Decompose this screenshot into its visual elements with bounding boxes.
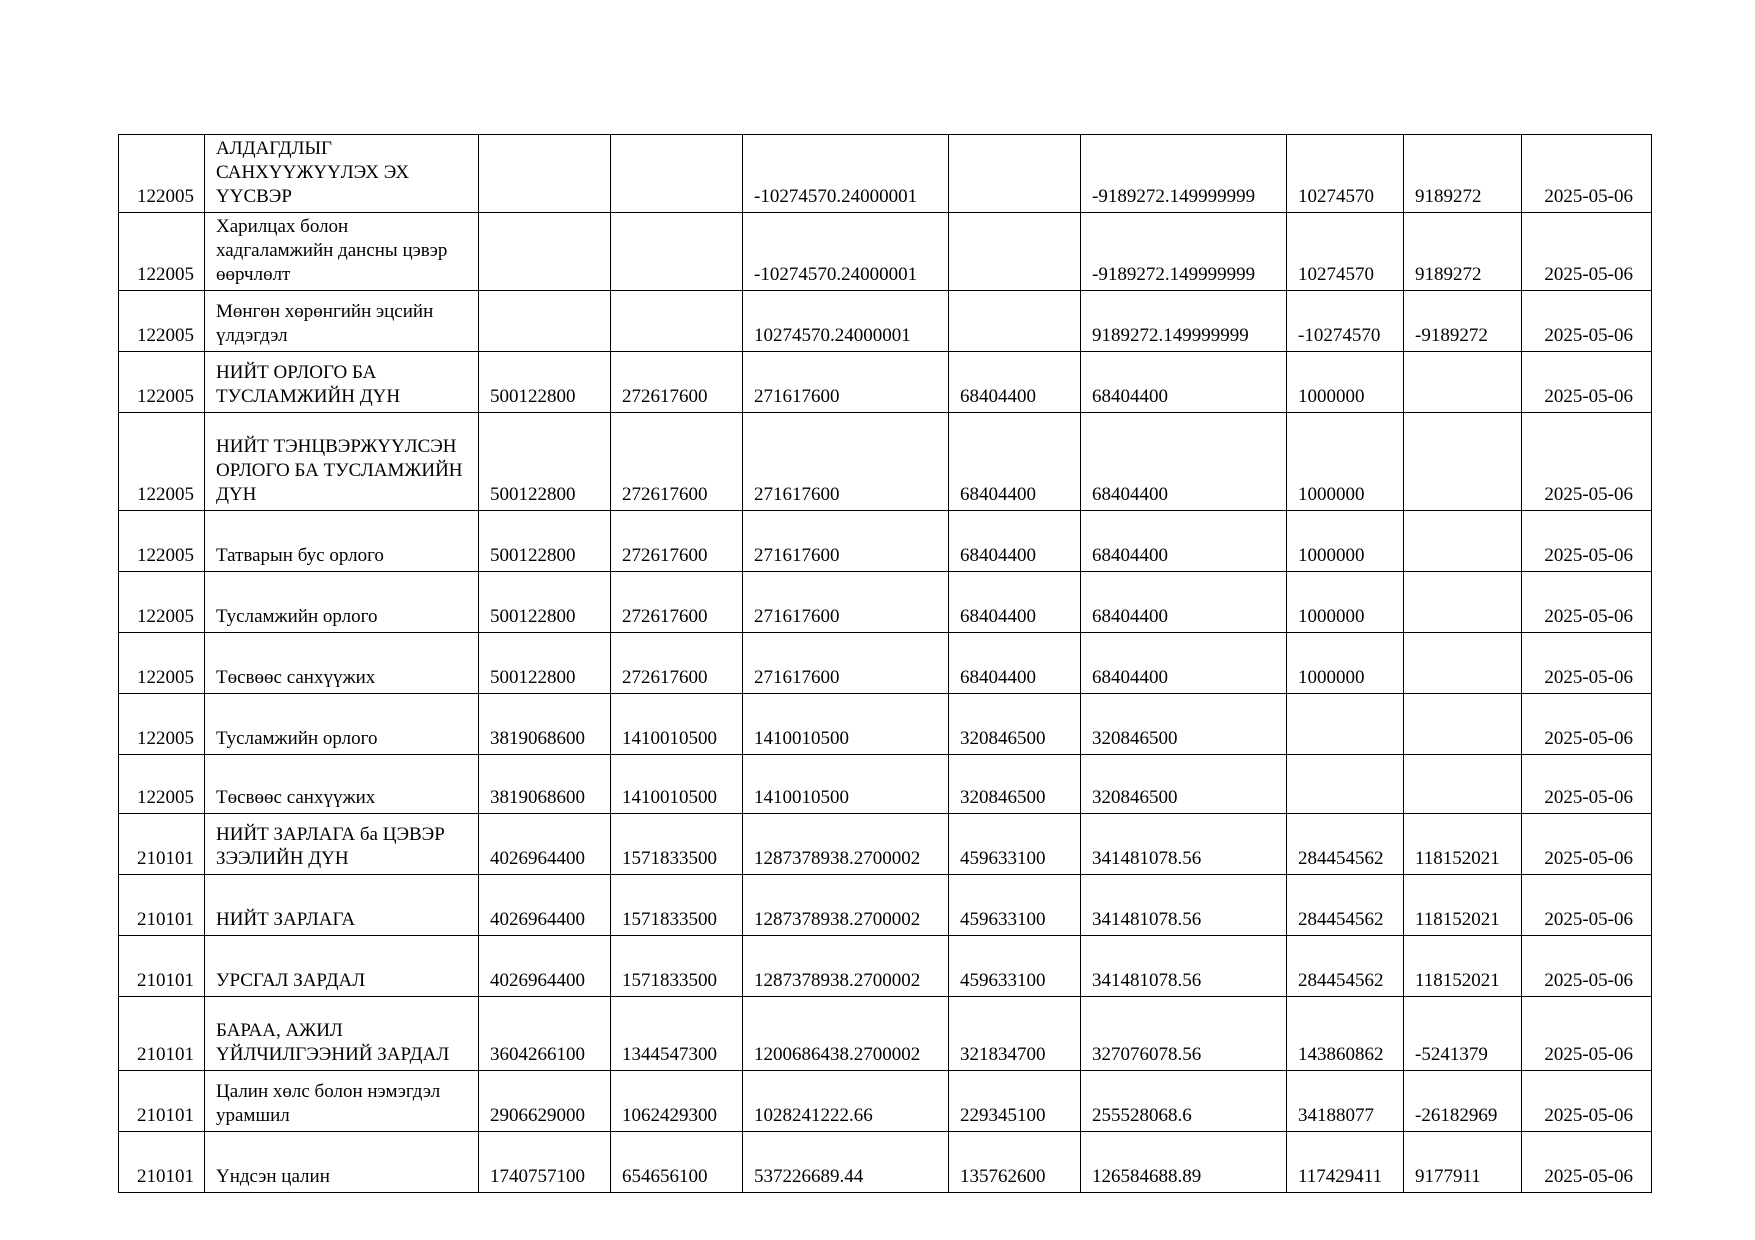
account-code-cell: 210101 (119, 1071, 205, 1132)
value-2-cell (611, 213, 743, 291)
value-3-cell: 537226689.44 (743, 1132, 949, 1193)
value-3-cell: 1200686438.2700002 (743, 997, 949, 1071)
budget-report-table (118, 134, 1652, 1193)
value-3-cell: 10274570.24000001 (743, 291, 949, 352)
value-7-cell (1404, 511, 1522, 572)
value-4-cell: 321834700 (949, 997, 1081, 1071)
value-2-cell: 1410010500 (611, 755, 743, 814)
value-4-cell: 459633100 (949, 814, 1081, 875)
account-name-cell: Төсвөөс санхүүжих (205, 755, 479, 814)
value-5-cell: 68404400 (1081, 633, 1287, 694)
account-name-cell: Харилцах болон хадгаламжийн дансны цэвэр өөрчлөлт (205, 213, 479, 291)
account-code-cell: 122005 (119, 633, 205, 694)
value-5-cell: 341481078.56 (1081, 814, 1287, 875)
value-7-cell: 118152021 (1404, 875, 1522, 936)
value-6-cell: 10274570 (1287, 213, 1404, 291)
value-6-cell: 1000000 (1287, 633, 1404, 694)
account-code-cell: 122005 (119, 572, 205, 633)
value-1-cell: 4026964400 (479, 936, 611, 997)
value-7-cell: -5241379 (1404, 997, 1522, 1071)
value-6-cell (1287, 755, 1404, 814)
table-row (119, 291, 1652, 352)
table-row (119, 1132, 1652, 1193)
value-5-cell: -9189272.149999999 (1081, 213, 1287, 291)
value-6-cell: 1000000 (1287, 352, 1404, 413)
value-5-cell: 341481078.56 (1081, 875, 1287, 936)
table-row (119, 135, 1652, 213)
value-6-cell: 284454562 (1287, 814, 1404, 875)
value-2-cell: 272617600 (611, 413, 743, 511)
account-name-cell: Төсвөөс санхүүжих (205, 633, 479, 694)
value-5-cell: 68404400 (1081, 572, 1287, 633)
account-code-cell: 210101 (119, 1132, 205, 1193)
table-row (119, 352, 1652, 413)
value-1-cell: 4026964400 (479, 875, 611, 936)
account-code-cell: 210101 (119, 814, 205, 875)
table-body (119, 135, 1652, 1193)
value-7-cell (1404, 694, 1522, 755)
value-5-cell: 68404400 (1081, 511, 1287, 572)
date-cell: 2025-05-06 (1522, 936, 1652, 997)
account-name-cell: НИЙТ ЗАРЛАГА (205, 875, 479, 936)
value-7-cell: 9177911 (1404, 1132, 1522, 1193)
account-code-cell: 210101 (119, 936, 205, 997)
value-5-cell: -9189272.149999999 (1081, 135, 1287, 213)
table-row (119, 633, 1652, 694)
value-4-cell: 320846500 (949, 755, 1081, 814)
account-code-cell: 210101 (119, 875, 205, 936)
value-3-cell: 1028241222.66 (743, 1071, 949, 1132)
value-5-cell: 327076078.56 (1081, 997, 1287, 1071)
value-2-cell: 1062429300 (611, 1071, 743, 1132)
date-cell: 2025-05-06 (1522, 572, 1652, 633)
value-4-cell: 459633100 (949, 875, 1081, 936)
date-cell: 2025-05-06 (1522, 633, 1652, 694)
value-7-cell (1404, 352, 1522, 413)
value-6-cell (1287, 694, 1404, 755)
value-5-cell: 126584688.89 (1081, 1132, 1287, 1193)
value-6-cell: 117429411 (1287, 1132, 1404, 1193)
account-code-cell: 122005 (119, 755, 205, 814)
value-1-cell: 3604266100 (479, 997, 611, 1071)
value-6-cell: 284454562 (1287, 875, 1404, 936)
date-cell: 2025-05-06 (1522, 694, 1652, 755)
value-4-cell: 229345100 (949, 1071, 1081, 1132)
date-cell: 2025-05-06 (1522, 814, 1652, 875)
value-4-cell: 135762600 (949, 1132, 1081, 1193)
table-row (119, 755, 1652, 814)
value-6-cell: 1000000 (1287, 511, 1404, 572)
account-code-cell: 122005 (119, 213, 205, 291)
value-1-cell (479, 213, 611, 291)
value-2-cell: 1571833500 (611, 936, 743, 997)
value-3-cell: 1287378938.2700002 (743, 814, 949, 875)
value-4-cell (949, 213, 1081, 291)
table-row (119, 936, 1652, 997)
table-row (119, 511, 1652, 572)
value-1-cell: 4026964400 (479, 814, 611, 875)
value-7-cell: 118152021 (1404, 814, 1522, 875)
value-4-cell (949, 135, 1081, 213)
account-code-cell: 122005 (119, 694, 205, 755)
value-5-cell: 341481078.56 (1081, 936, 1287, 997)
account-code-cell: 122005 (119, 291, 205, 352)
date-cell: 2025-05-06 (1522, 875, 1652, 936)
value-4-cell: 68404400 (949, 352, 1081, 413)
account-code-cell: 122005 (119, 135, 205, 213)
value-4-cell: 320846500 (949, 694, 1081, 755)
value-3-cell: 271617600 (743, 352, 949, 413)
value-1-cell: 3819068600 (479, 755, 611, 814)
table-row (119, 814, 1652, 875)
value-7-cell (1404, 633, 1522, 694)
table-row (119, 1071, 1652, 1132)
account-name-cell: НИЙТ ОРЛОГО БА ТУСЛАМЖИЙН ДҮН (205, 352, 479, 413)
account-code-cell: 122005 (119, 352, 205, 413)
value-4-cell: 68404400 (949, 511, 1081, 572)
value-4-cell (949, 291, 1081, 352)
value-4-cell: 459633100 (949, 936, 1081, 997)
value-3-cell: 271617600 (743, 413, 949, 511)
date-cell: 2025-05-06 (1522, 291, 1652, 352)
value-1-cell: 500122800 (479, 352, 611, 413)
account-name-cell: УРСГАЛ ЗАРДАЛ (205, 936, 479, 997)
date-cell: 2025-05-06 (1522, 213, 1652, 291)
value-2-cell: 1571833500 (611, 875, 743, 936)
value-2-cell: 272617600 (611, 352, 743, 413)
value-6-cell: 284454562 (1287, 936, 1404, 997)
value-3-cell: -10274570.24000001 (743, 135, 949, 213)
value-1-cell: 500122800 (479, 511, 611, 572)
account-code-cell: 122005 (119, 511, 205, 572)
value-2-cell: 654656100 (611, 1132, 743, 1193)
value-5-cell: 320846500 (1081, 755, 1287, 814)
value-4-cell: 68404400 (949, 572, 1081, 633)
value-2-cell (611, 135, 743, 213)
date-cell: 2025-05-06 (1522, 755, 1652, 814)
value-3-cell: 271617600 (743, 511, 949, 572)
date-cell: 2025-05-06 (1522, 511, 1652, 572)
value-5-cell: 68404400 (1081, 352, 1287, 413)
value-7-cell: -26182969 (1404, 1071, 1522, 1132)
value-1-cell (479, 135, 611, 213)
table-row (119, 875, 1652, 936)
value-4-cell: 68404400 (949, 633, 1081, 694)
account-name-cell: НИЙТ ТЭНЦВЭРЖҮҮЛСЭН ОРЛОГО БА ТУСЛАМЖИЙН ДҮН (205, 413, 479, 511)
value-2-cell: 1410010500 (611, 694, 743, 755)
table-row (119, 997, 1652, 1071)
value-7-cell: -9189272 (1404, 291, 1522, 352)
account-name-cell: Цалин хөлс болон нэмэгдэл урамшил (205, 1071, 479, 1132)
value-2-cell: 272617600 (611, 633, 743, 694)
table-row (119, 213, 1652, 291)
account-name-cell: Үндсэн цалин (205, 1132, 479, 1193)
value-7-cell (1404, 755, 1522, 814)
value-6-cell: 34188077 (1287, 1071, 1404, 1132)
value-3-cell: 271617600 (743, 633, 949, 694)
account-code-cell: 122005 (119, 413, 205, 511)
value-6-cell: 1000000 (1287, 413, 1404, 511)
value-1-cell: 2906629000 (479, 1071, 611, 1132)
value-2-cell: 1344547300 (611, 997, 743, 1071)
value-6-cell: -10274570 (1287, 291, 1404, 352)
account-name-cell: АЛДАГДЛЫГ САНХҮҮЖҮҮЛЭХ ЭХ ҮҮСВЭР (205, 135, 479, 213)
value-3-cell: 1410010500 (743, 755, 949, 814)
account-name-cell: Тусламжийн орлого (205, 694, 479, 755)
value-2-cell (611, 291, 743, 352)
value-1-cell: 1740757100 (479, 1132, 611, 1193)
table-row (119, 694, 1652, 755)
value-7-cell: 9189272 (1404, 213, 1522, 291)
value-2-cell: 1571833500 (611, 814, 743, 875)
date-cell: 2025-05-06 (1522, 1071, 1652, 1132)
value-5-cell: 255528068.6 (1081, 1071, 1287, 1132)
value-7-cell (1404, 572, 1522, 633)
account-name-cell: Татварын бус орлого (205, 511, 479, 572)
value-3-cell: 1287378938.2700002 (743, 936, 949, 997)
date-cell: 2025-05-06 (1522, 997, 1652, 1071)
value-3-cell: 1287378938.2700002 (743, 875, 949, 936)
value-7-cell (1404, 413, 1522, 511)
value-2-cell: 272617600 (611, 572, 743, 633)
value-7-cell: 9189272 (1404, 135, 1522, 213)
value-6-cell: 143860862 (1287, 997, 1404, 1071)
value-3-cell: 271617600 (743, 572, 949, 633)
date-cell: 2025-05-06 (1522, 413, 1652, 511)
account-name-cell: БАРАА, АЖИЛ ҮЙЛЧИЛГЭЭНИЙ ЗАРДАЛ (205, 997, 479, 1071)
value-5-cell: 320846500 (1081, 694, 1287, 755)
date-cell: 2025-05-06 (1522, 135, 1652, 213)
value-3-cell: -10274570.24000001 (743, 213, 949, 291)
table-row (119, 572, 1652, 633)
value-5-cell: 68404400 (1081, 413, 1287, 511)
value-1-cell (479, 291, 611, 352)
date-cell: 2025-05-06 (1522, 1132, 1652, 1193)
date-cell: 2025-05-06 (1522, 352, 1652, 413)
account-name-cell: Мөнгөн хөрөнгийн эцсийн үлдэгдэл (205, 291, 479, 352)
value-1-cell: 3819068600 (479, 694, 611, 755)
value-1-cell: 500122800 (479, 413, 611, 511)
table-row (119, 413, 1652, 511)
value-3-cell: 1410010500 (743, 694, 949, 755)
value-1-cell: 500122800 (479, 572, 611, 633)
value-6-cell: 10274570 (1287, 135, 1404, 213)
account-name-cell: НИЙТ ЗАРЛАГА ба ЦЭВЭР ЗЭЭЛИЙН ДҮН (205, 814, 479, 875)
value-6-cell: 1000000 (1287, 572, 1404, 633)
account-code-cell: 210101 (119, 997, 205, 1071)
value-1-cell: 500122800 (479, 633, 611, 694)
value-7-cell: 118152021 (1404, 936, 1522, 997)
value-4-cell: 68404400 (949, 413, 1081, 511)
value-5-cell: 9189272.149999999 (1081, 291, 1287, 352)
account-name-cell: Тусламжийн орлого (205, 572, 479, 633)
value-2-cell: 272617600 (611, 511, 743, 572)
